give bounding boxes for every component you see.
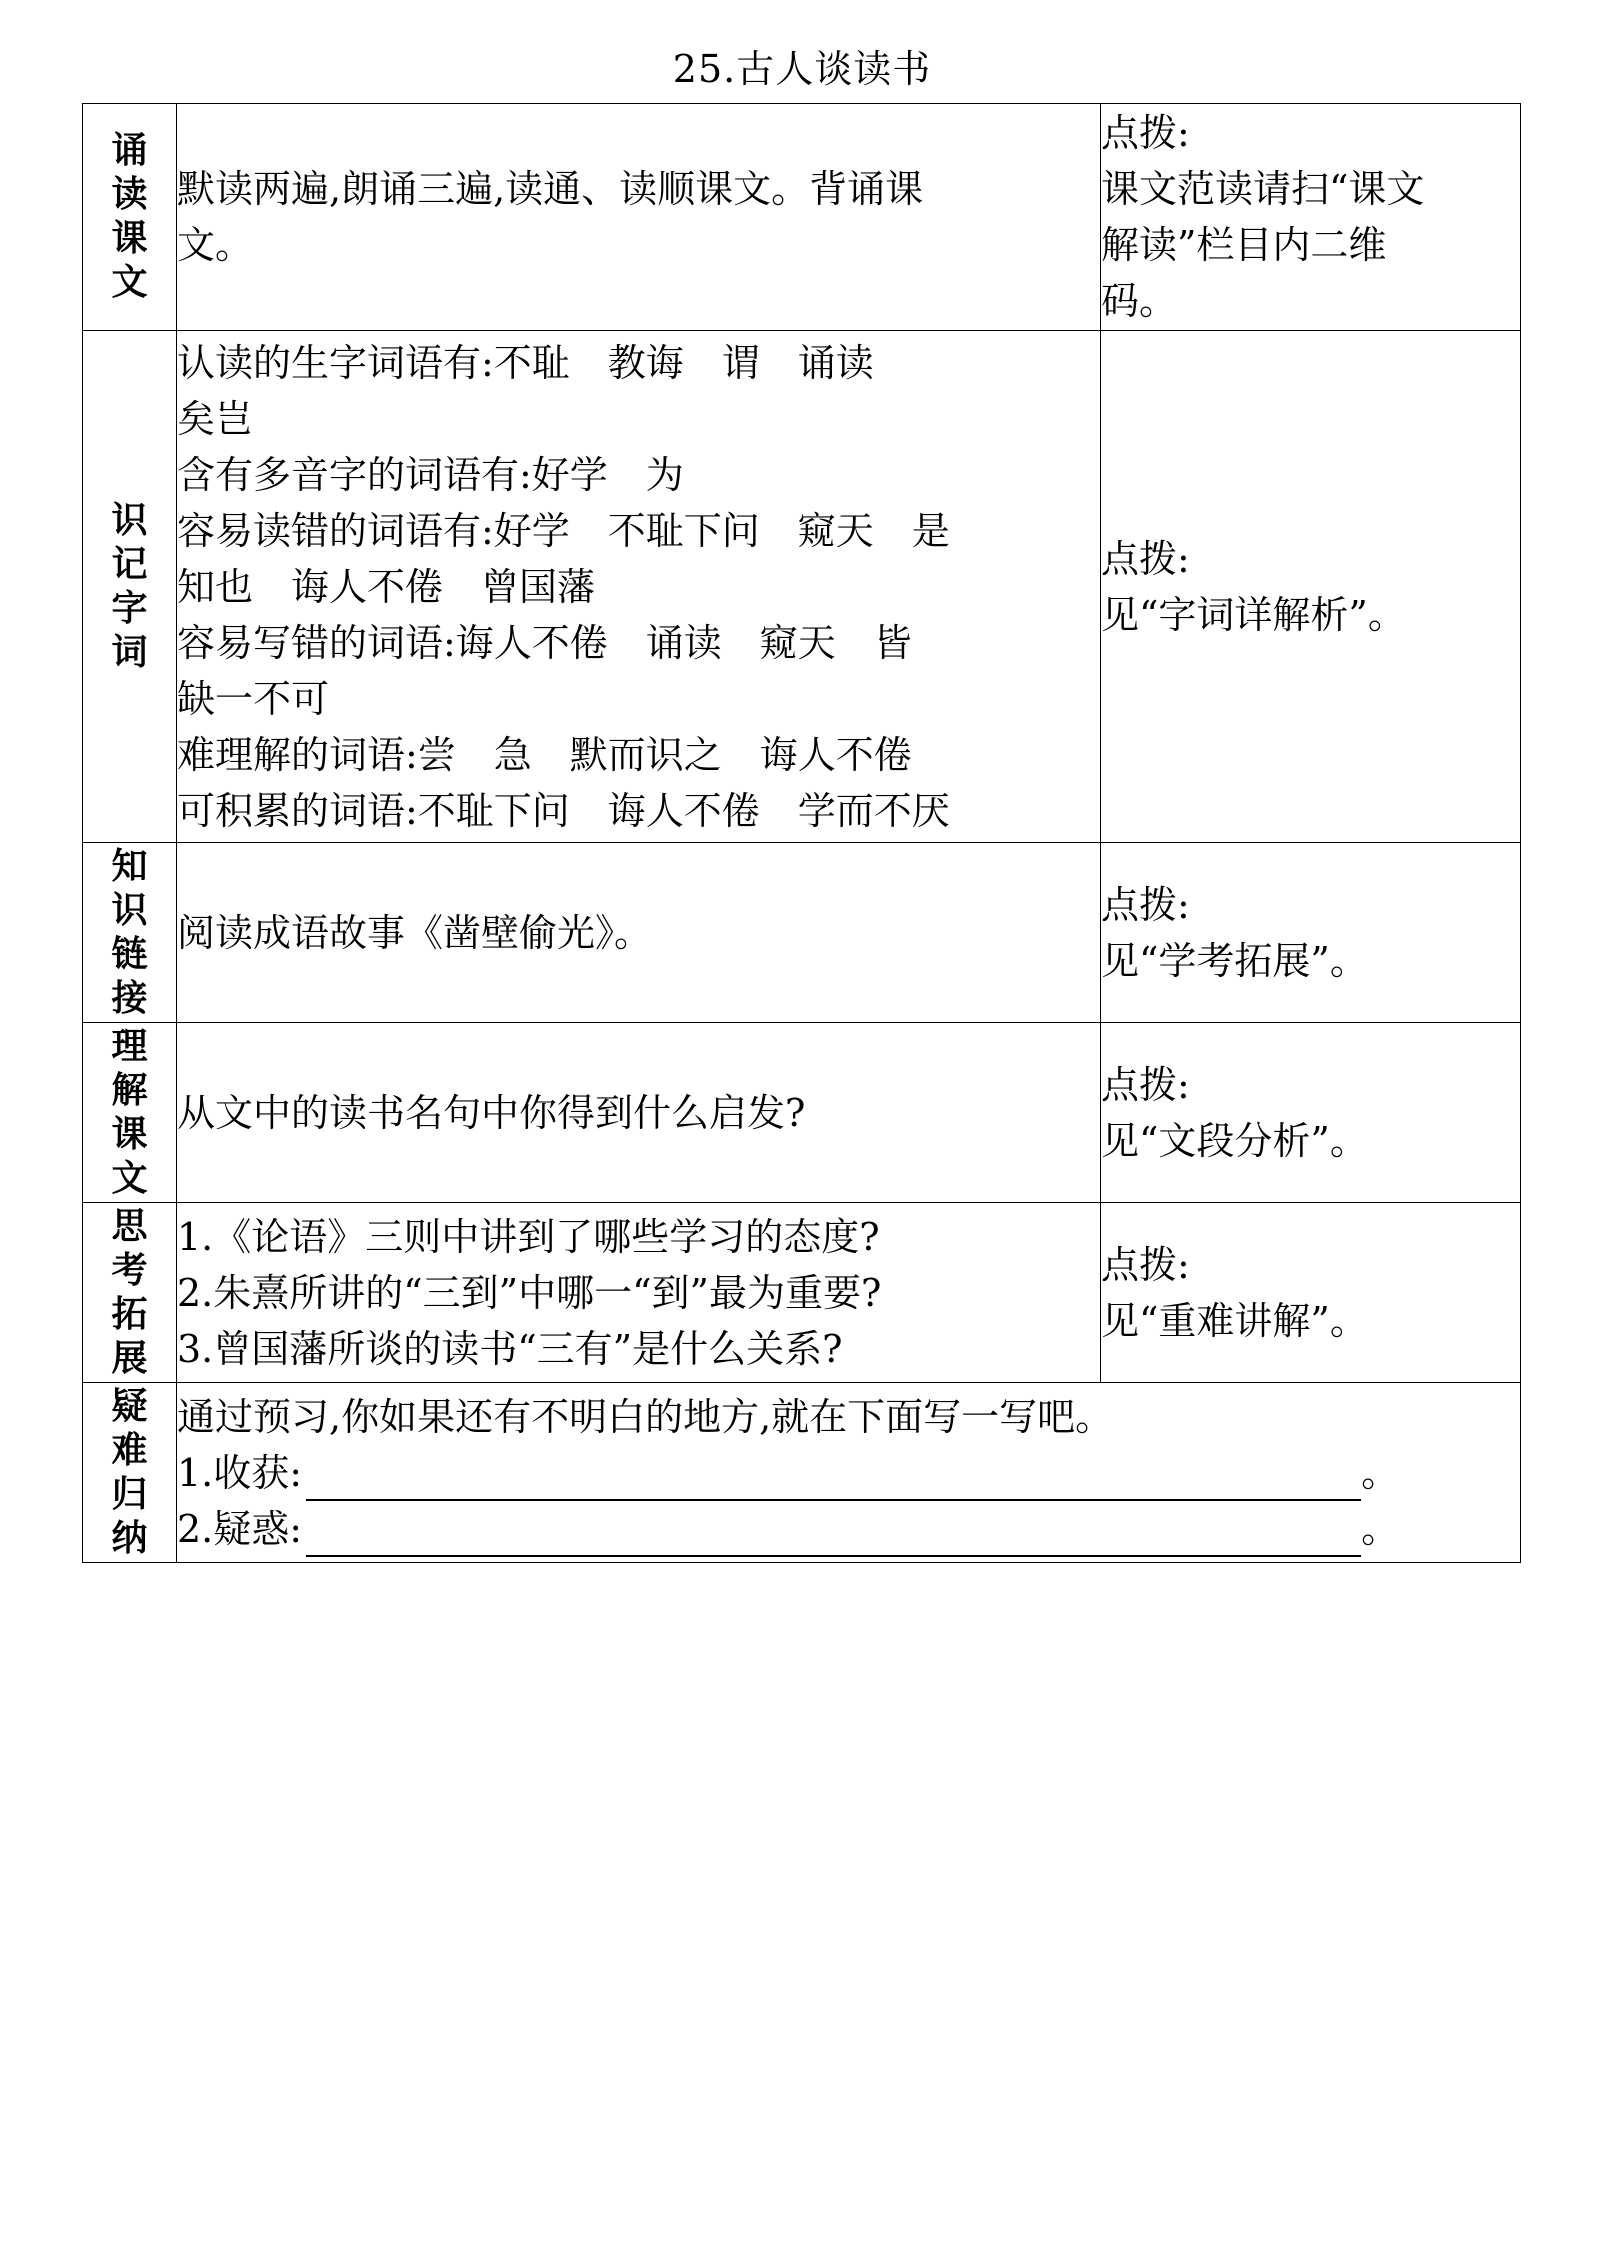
row-memorize-words xyxy=(83,331,1521,843)
gains-answer-blank[interactable] xyxy=(306,1455,1361,1501)
row-think-expand xyxy=(83,1203,1521,1383)
row-content: 通过预习,你如果还有不明白的地方,就在下面写一写吧。 1.收获: 。 2.疑惑: 。 xyxy=(177,1383,1521,1563)
row-tip: 点拨: 见“字词详解析”。 xyxy=(1101,331,1521,843)
row-content: 默读两遍,朗诵三遍,读通、读顺课文。背诵课 文。 xyxy=(177,104,1101,331)
doubts-line: 2.疑惑: 。 xyxy=(177,1501,1520,1557)
row-questions-summary xyxy=(83,1383,1521,1563)
row-content: 阅读成语故事《凿壁偷光》。 xyxy=(177,843,1101,1023)
doubts-answer-blank[interactable] xyxy=(306,1511,1361,1557)
page-title: 25.古人谈读书 xyxy=(672,47,932,91)
row-label: 识 记 字 词 xyxy=(83,331,177,843)
row-tip: 点拨: 课文范读请扫“课文 解读”栏目内二维 码。 xyxy=(1101,104,1521,331)
row-knowledge-link xyxy=(83,843,1521,1023)
row-tip: 点拨: 见“文段分析”。 xyxy=(1101,1023,1521,1203)
row-label: 理 解 课 文 xyxy=(83,1023,177,1203)
row-label: 知 识 链 接 xyxy=(83,843,177,1023)
row-content: 认读的生字词语有:不耻 教诲 谓 诵读 矣岂 含有多音字的词语有:好学 为 容易读错的词语有:好学 不耻下问 窥天 是 知也 诲人不倦 曾国藩 容易写错的词语:诲人不倦 诵读 窥天 皆 缺一不可 难理解的词语:尝 急 默而识之 诲人不倦 可积累的词语:不耻下问 诲人不倦 学而不厌 xyxy=(177,331,1101,843)
row-label: 诵 读 课 文 xyxy=(83,104,177,331)
row-tip: 点拨: 见“重难讲解”。 xyxy=(1101,1203,1521,1383)
row-label: 疑 难 归 纳 xyxy=(83,1383,177,1563)
row-understand-text xyxy=(83,1023,1521,1203)
row-label: 思 考 拓 展 xyxy=(83,1203,177,1383)
row-content: 从文中的读书名句中你得到什么启发? xyxy=(177,1023,1101,1203)
row-recite-text xyxy=(83,104,1521,331)
gains-line: 1.收获: 。 xyxy=(177,1445,1520,1501)
row-tip: 点拨: 见“学考拓展”。 xyxy=(1101,843,1521,1023)
row-content: 1.《论语》三则中讲到了哪些学习的态度? 2.朱熹所讲的“三到”中哪一“到”最为重要? 3.曾国藩所谈的读书“三有”是什么关系? xyxy=(177,1203,1101,1383)
worksheet-table xyxy=(82,103,1521,1563)
